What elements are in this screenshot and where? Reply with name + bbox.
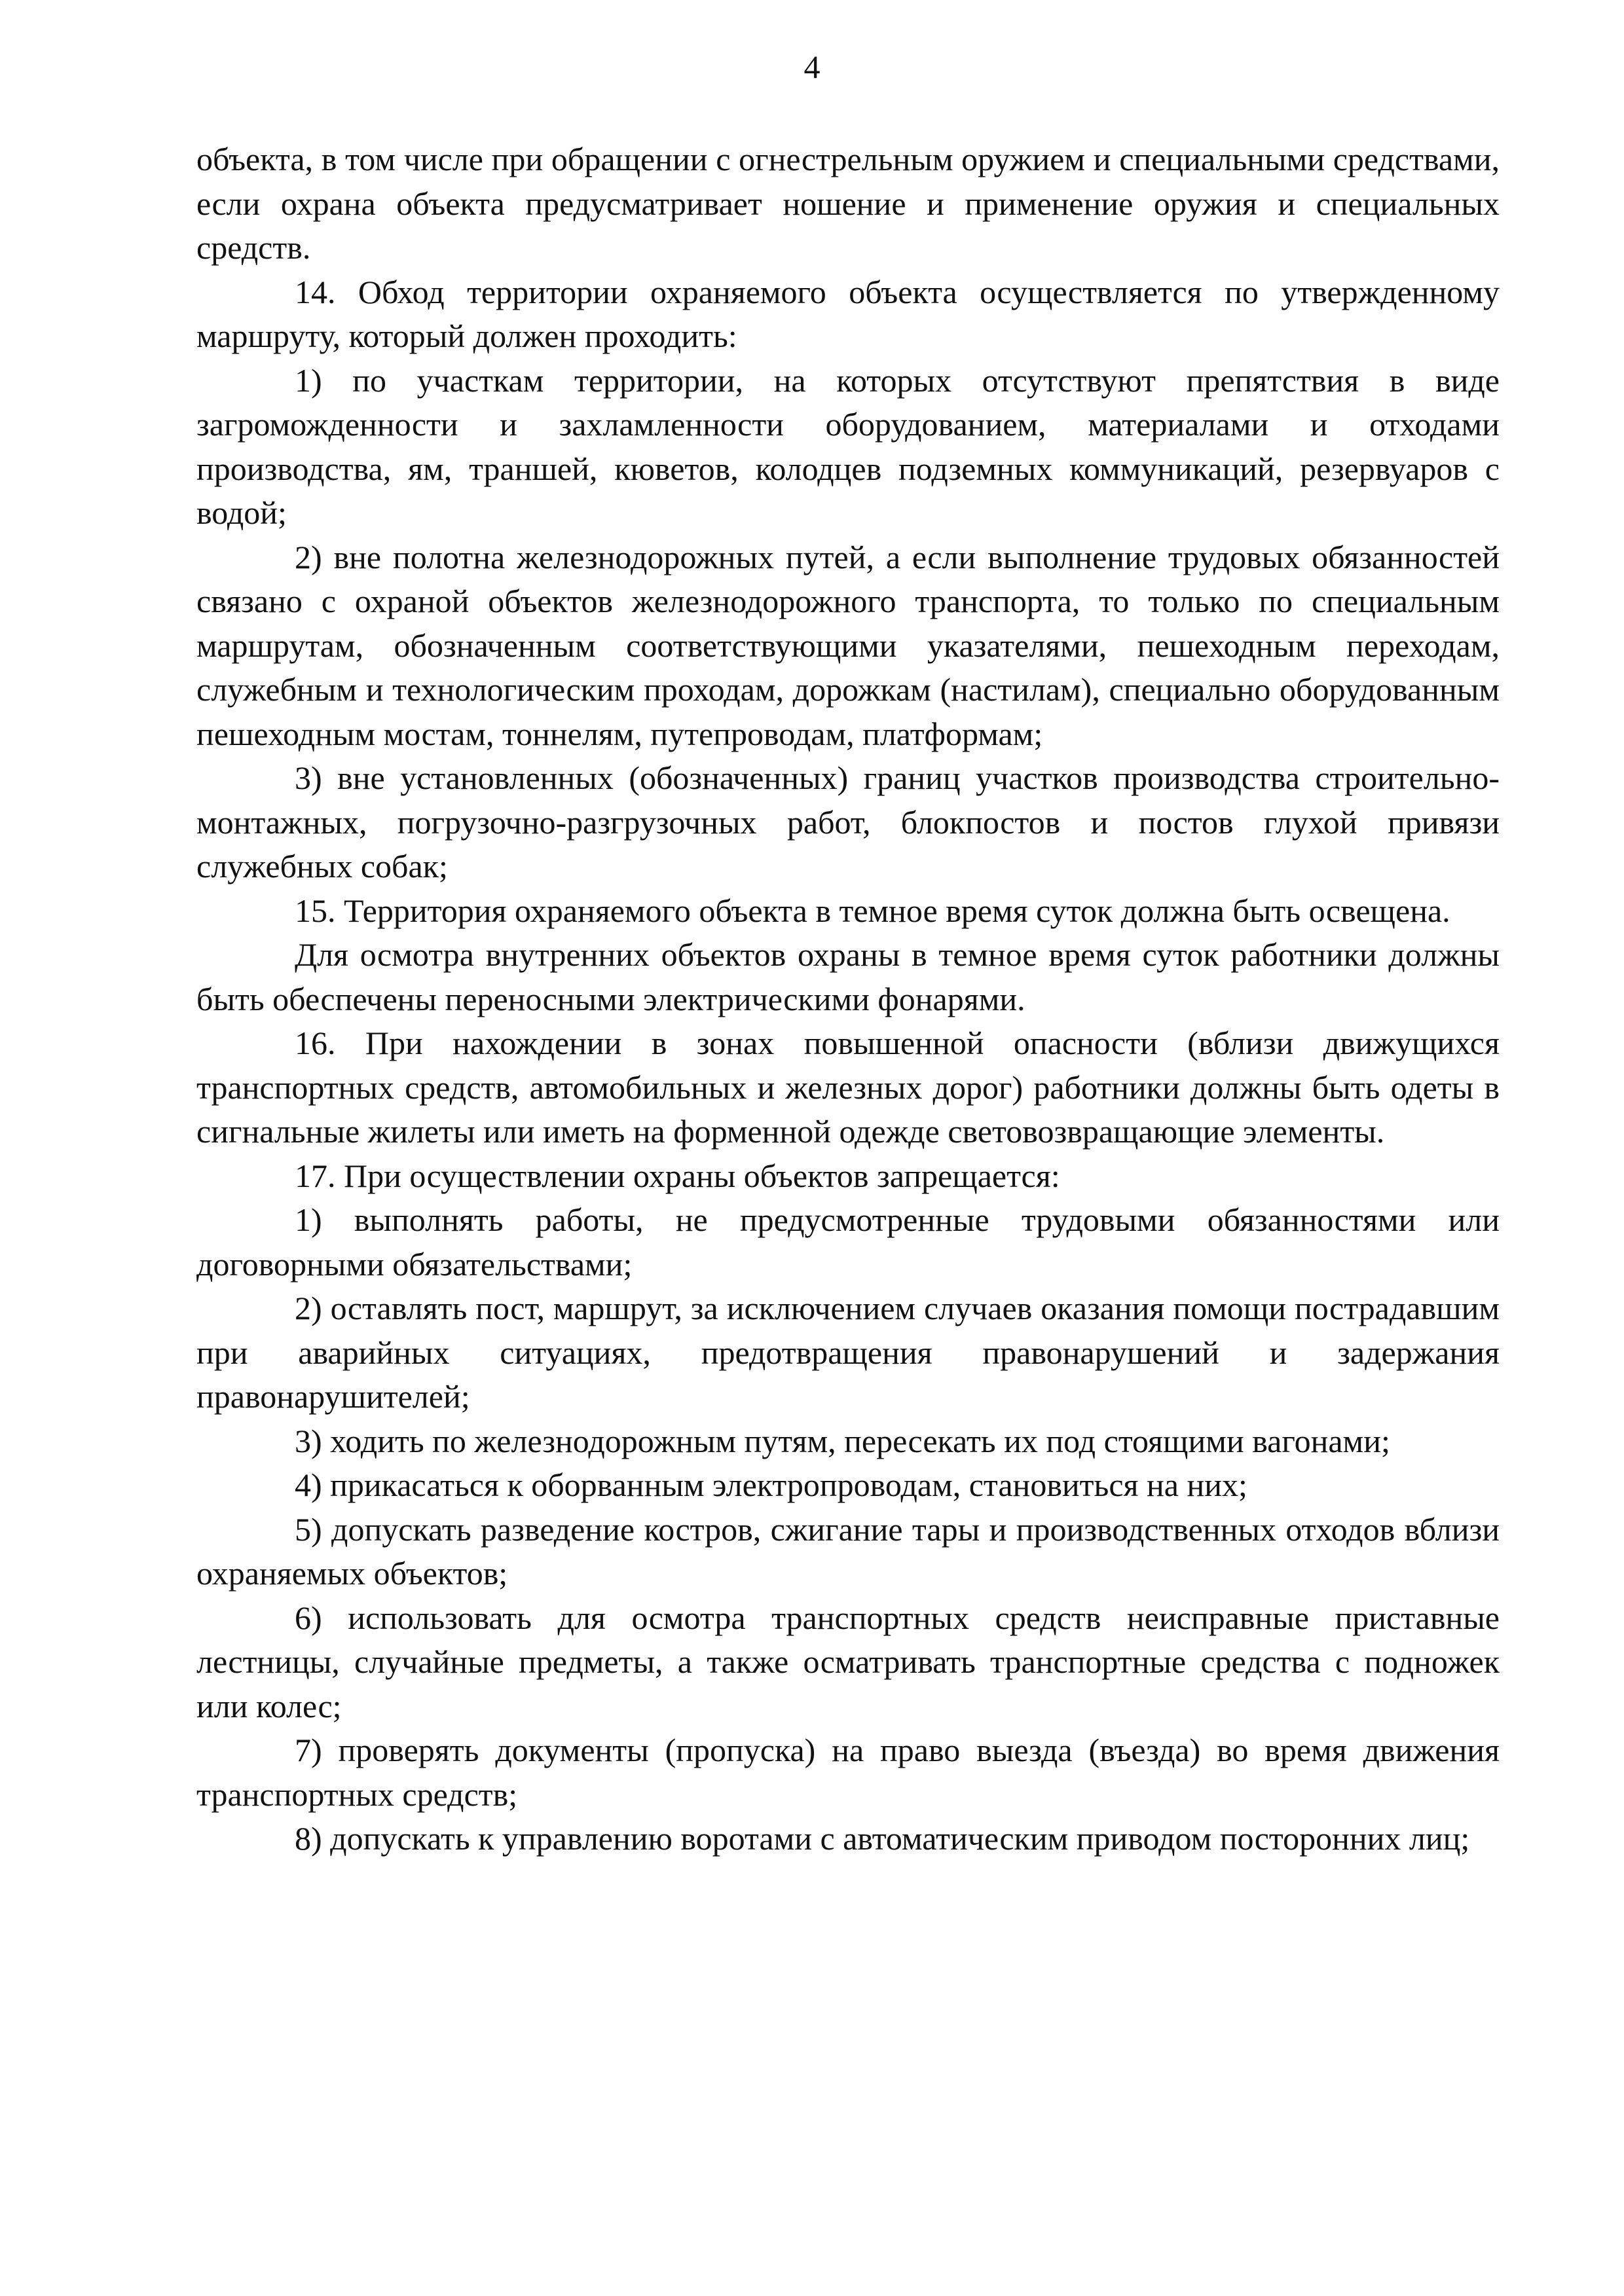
paragraph: объекта, в том числе при обращении с огнестрельным оружием и специальными средствами, если охрана объекта предусматривает ношение и применение оружия и специальных средств. <box>196 141 1500 266</box>
paragraph: 17. При осуществлении охраны объектов запрещается: <box>295 1157 1060 1194</box>
paragraph: Для осмотра внутренних объектов охраны в темное время суток работники должны быть обеспечены переносными электрическими фонарями. <box>196 936 1500 1017</box>
list-item: 8) допускать к управлению воротами с автоматическим приводом посторонних лиц; <box>295 1820 1470 1857</box>
list-item: 1) выполнять работы, не предусмотренные трудовыми обязанностями или договорными обязательствами; <box>196 1201 1500 1283</box>
list-item: 3) вне установленных (обозначенных) границ участков производства строительно-монтажных, погрузочно-разгрузочных работ, блокпостов и постов глухой привязи служебных собак; <box>196 759 1500 884</box>
list-item: 6) использовать для осмотра транспортных средств неисправные приставные лестницы, случайные предметы, а также осматривать транспортные средства с подножек или колес; <box>196 1599 1500 1724</box>
paragraph: 14. Обход территории охраняемого объекта осуществляется по утвержденному маршруту, который должен проходить: <box>196 273 1500 354</box>
page-number: 4 <box>803 48 821 85</box>
document-body <box>196 137 1500 1861</box>
paragraph: 15. Территория охраняемого объекта в темное время суток должна быть освещена. <box>295 892 1450 929</box>
list-item: 7) проверять документы (пропуска) на право выезда (въезда) во время движения транспортных средств; <box>196 1732 1500 1813</box>
paragraph: 16. При нахождении в зонах повышенной опасности (вблизи движущихся транспортных средств, автомобильных и железных дорог) работники должны быть одеты в сигнальные жилеты или иметь на форменной одежде световозвращающие элементы. <box>196 1025 1500 1150</box>
list-item: 4) прикасаться к оборванным электропроводам, становиться на них; <box>295 1467 1247 1503</box>
list-item: 1) по участкам территории, на которых отсутствуют препятствия в виде загроможденности и захламленности оборудованием, материалами и отходами производства, ям, траншей, кюветов, колодцев подземных коммуникаций, резервуаров с водой; <box>196 361 1500 531</box>
list-item: 2) вне полотна железнодорожных путей, а если выполнение трудовых обязанностей связано с охраной объектов железнодорожного транспорта, то только по специальным маршрутам, обозначенным соответствующими указателями, пешеходным переходам, служебным и технологическим проходам, дорожкам (настилам), специально оборудованным пешеходным мостам, тоннелям, путепроводам, платформам; <box>196 538 1500 752</box>
list-item: 3) ходить по железнодорожным путям, пересекать их под стоящими вагонами; <box>295 1422 1390 1459</box>
list-item: 5) допускать разведение костров, сжигание тары и производственных отходов вблизи охраняемых объектов; <box>196 1510 1500 1592</box>
list-item: 2) оставлять пост, маршрут, за исключением случаев оказания помощи пострадавшим при аварийных ситуациях, предотвращения правонарушений и задержания правонарушителей; <box>196 1290 1500 1415</box>
